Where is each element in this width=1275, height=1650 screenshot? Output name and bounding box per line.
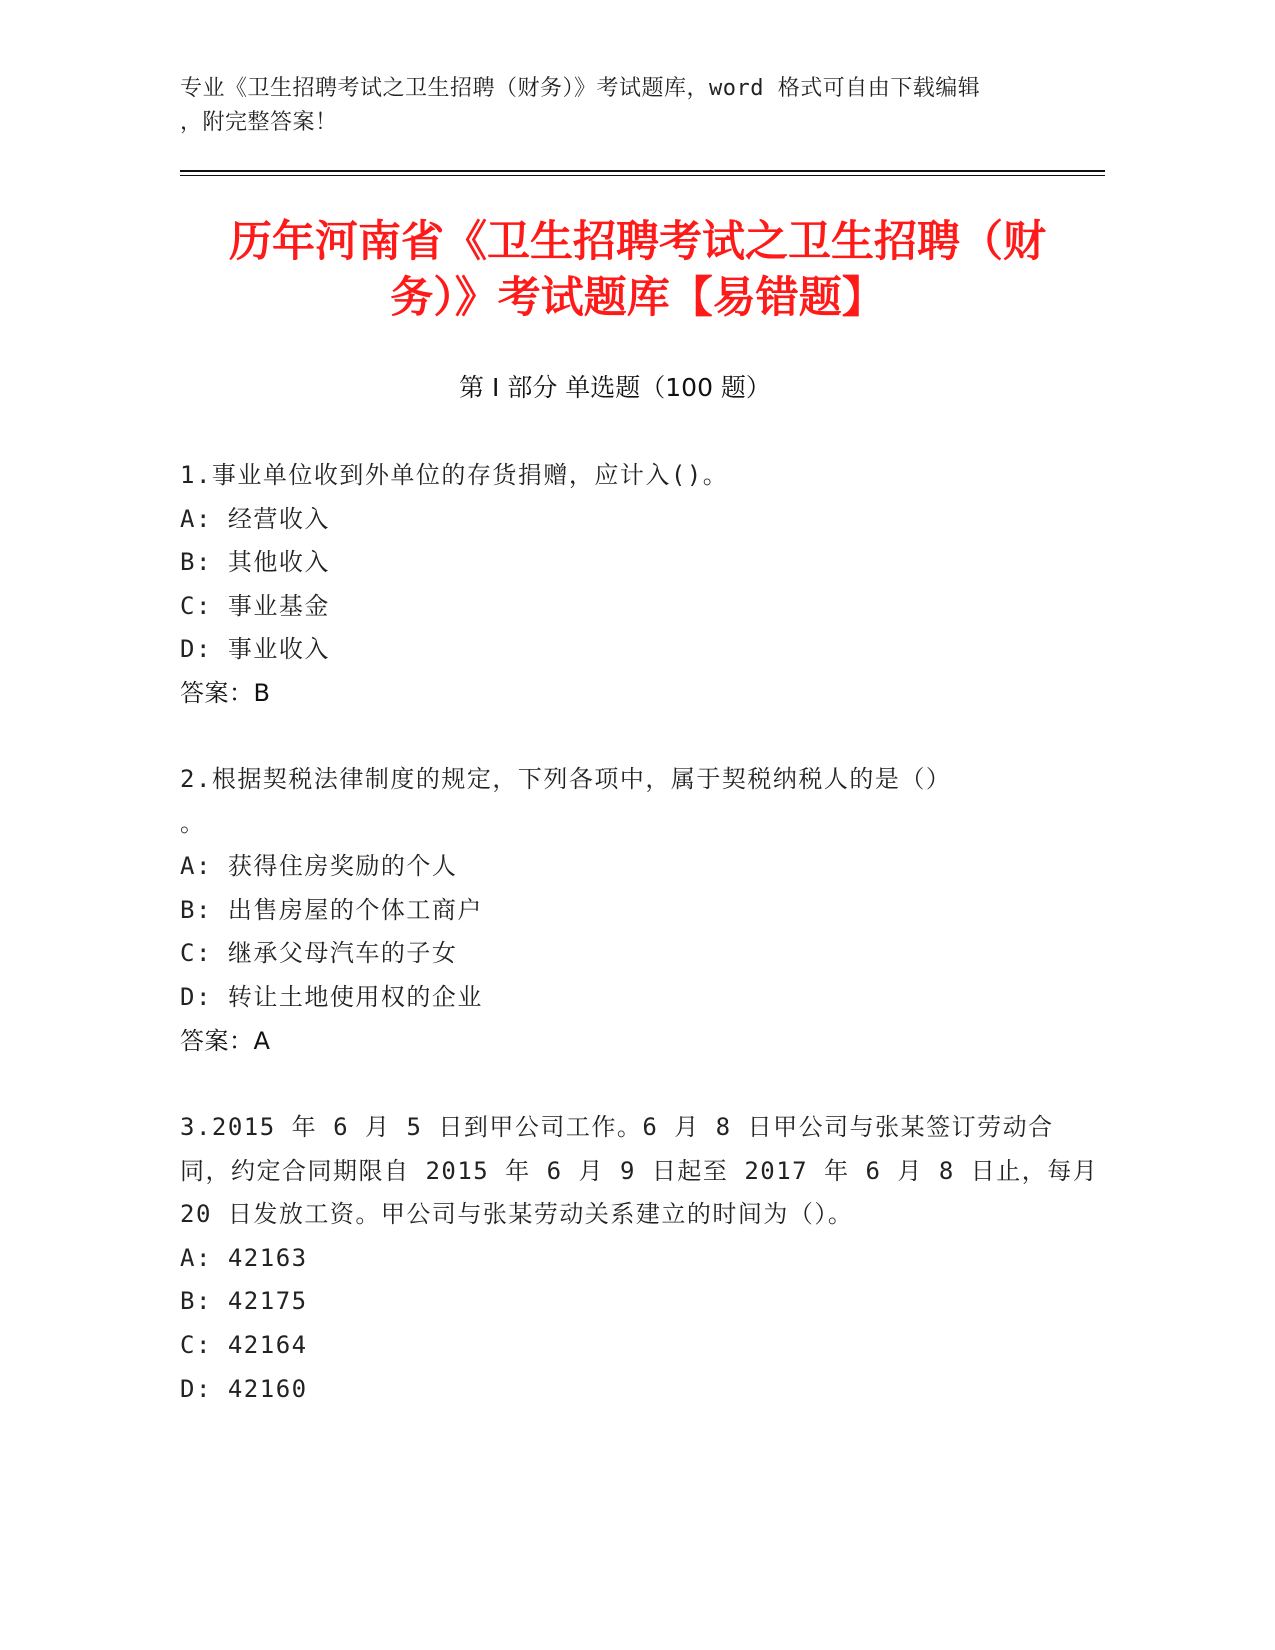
question-stem-line-1: 3.2015 年 6 月 5 日到甲公司工作。6 月 8 日甲公司与张某签订劳动合	[180, 1113, 1054, 1141]
question-2	[180, 758, 1040, 1063]
option-b: B: 其他收入	[180, 548, 330, 577]
document-title	[150, 214, 1125, 326]
question-stem-line-2: 同，约定合同期限自 2015 年 6 月 9 日起至 2017 年 6 月 8 日止，每月	[180, 1156, 1099, 1185]
option-b: B: 出售房屋的个体工商户	[180, 895, 483, 924]
header-divider-thick	[180, 170, 1105, 172]
option-c: C: 事业基金	[180, 591, 330, 620]
document-title-line-1: 历年河南省《卫生招聘考试之卫生招聘（财	[229, 217, 1046, 267]
option-b: B: 42175	[180, 1287, 308, 1316]
option-d: D: 事业收入	[180, 635, 330, 664]
question-stem: 1.事业单位收到外单位的存货捐赠，应计入()。	[180, 461, 729, 489]
question-stem-line-2: 。	[180, 808, 206, 837]
question-stem-line-3: 20 日发放工资。甲公司与张某劳动关系建立的时间为（）。	[180, 1200, 854, 1229]
header-note-line-2: ，附完整答案！	[180, 110, 338, 135]
option-a: A: 42163	[180, 1243, 308, 1272]
option-a: A: 获得住房奖励的个人	[180, 852, 458, 881]
section-title: 第 I 部分 单选题（100 题）	[459, 373, 771, 402]
option-d: D: 42160	[180, 1374, 308, 1403]
option-a: A: 经营收入	[180, 504, 330, 533]
option-d: D: 转让土地使用权的企业	[180, 982, 483, 1011]
question-1	[180, 454, 1040, 716]
document-title-line-2: 务）》考试题库【易错题】	[390, 273, 885, 323]
header-note-line-1: 专业《卫生招聘考试之卫生招聘（财务）》考试题库，word 格式可自由下载编辑	[180, 76, 981, 101]
answer: 答案：B	[180, 678, 271, 707]
question-stem-line-1: 2.根据契税法律制度的规定，下列各项中，属于契税纳税人的是（）	[180, 765, 952, 793]
question-3	[180, 1106, 1099, 1411]
header-divider-thin	[180, 175, 1105, 176]
option-c: C: 42164	[180, 1330, 308, 1359]
header-note	[180, 72, 1060, 140]
answer: 答案：A	[180, 1026, 271, 1055]
option-c: C: 继承父母汽车的子女	[180, 939, 458, 968]
